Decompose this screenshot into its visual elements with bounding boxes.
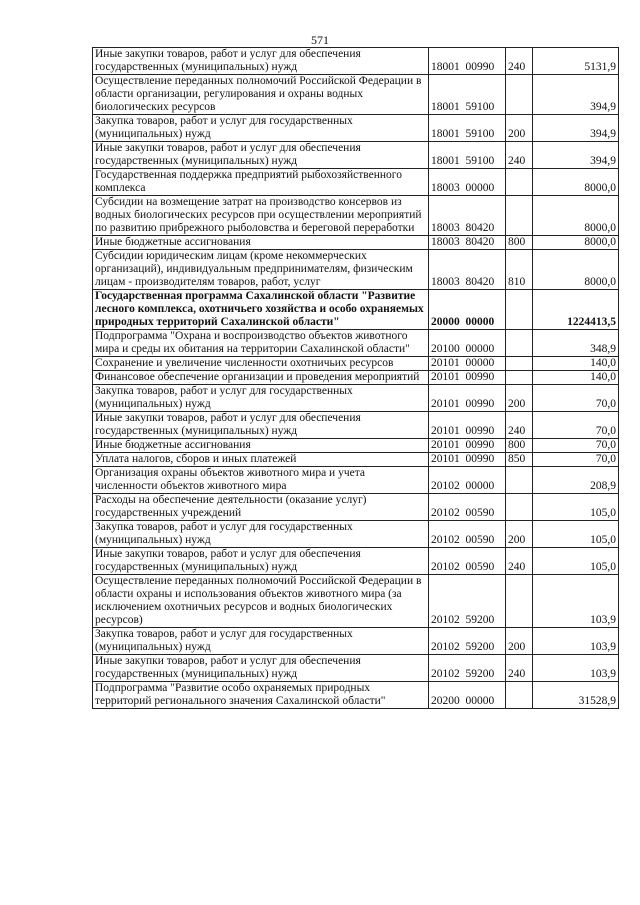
table-row: [93, 48, 619, 75]
row-expense-type-cell: [506, 75, 533, 115]
table-row: [93, 494, 619, 521]
row-name-cell: Иные закупки товаров, работ и услуг для обеспечения государственных (муниципальных) нужд: [93, 142, 429, 169]
row-name-cell: Организация охраны объектов животного мира и учета численности объектов животного мира: [93, 467, 429, 494]
table-row: [93, 548, 619, 575]
row-code-cell: 20100 00000: [429, 330, 506, 357]
row-amount-cell: 8000,0: [533, 250, 619, 290]
row-amount-cell: 31528,9: [533, 682, 619, 709]
row-name-cell: Иные закупки товаров, работ и услуг для обеспечения государственных (муниципальных) нужд: [93, 48, 429, 75]
table-row: [93, 357, 619, 371]
row-amount-cell: 70,0: [533, 385, 619, 412]
row-expense-type-cell: [506, 682, 533, 709]
row-amount-cell: 8000,0: [533, 169, 619, 196]
row-name-cell: Государственная поддержка предприятий рыбохозяйственного комплекса: [93, 169, 429, 196]
row-expense-type-cell: [506, 357, 533, 371]
table-row: [93, 330, 619, 357]
row-name-cell: Закупка товаров, работ и услуг для государственных (муниципальных) нужд: [93, 521, 429, 548]
table-body: [93, 48, 619, 709]
table-row: [93, 655, 619, 682]
row-code-cell: 18001 59100: [429, 142, 506, 169]
row-name-cell: Государственная программа Сахалинской области "Развитие лесного комплекса, охотничьего хозяйства и особо охраняемых природных территорий Сахалинской области": [93, 290, 429, 330]
row-amount-cell: 103,9: [533, 628, 619, 655]
table-row: [93, 250, 619, 290]
row-amount-cell: 8000,0: [533, 236, 619, 250]
table-row: [93, 371, 619, 385]
row-amount-cell: 394,9: [533, 142, 619, 169]
table-row: [93, 196, 619, 236]
table-row: [93, 412, 619, 439]
row-amount-cell: 103,9: [533, 575, 619, 628]
row-name-cell: Субсидии юридическим лицам (кроме некоммерческих организаций), индивидуальным предпринимателям, физическим лицам - производителям товаров, работ, услуг: [93, 250, 429, 290]
table-row: [93, 142, 619, 169]
row-name-cell: Подпрограмма "Развитие особо охраняемых природных территорий регионального значения Сахалинской области": [93, 682, 429, 709]
row-code-cell: 20102 00590: [429, 494, 506, 521]
row-expense-type-cell: 240: [506, 412, 533, 439]
table-row: [93, 115, 619, 142]
row-expense-type-cell: 850: [506, 453, 533, 467]
row-name-cell: Осуществление переданных полномочий Российской Федерации в области охраны и использования объектов животного мира (за исключением охотничьих ресурсов и водных биологических ресурсов): [93, 575, 429, 628]
table-row: [93, 439, 619, 453]
row-code-cell: 20101 00990: [429, 453, 506, 467]
row-code-cell: 20101 00990: [429, 385, 506, 412]
row-name-cell: Иные бюджетные ассигнования: [93, 439, 429, 453]
table-row: [93, 453, 619, 467]
budget-table: [92, 47, 619, 709]
row-expense-type-cell: [506, 371, 533, 385]
row-name-cell: Сохранение и увеличение численности охотничьих ресурсов: [93, 357, 429, 371]
row-amount-cell: 105,0: [533, 494, 619, 521]
row-expense-type-cell: [506, 467, 533, 494]
row-code-cell: 20000 00000: [429, 290, 506, 330]
row-name-cell: Уплата налогов, сборов и иных платежей: [93, 453, 429, 467]
row-expense-type-cell: 200: [506, 521, 533, 548]
row-code-cell: 18001 59100: [429, 75, 506, 115]
row-code-cell: 20101 00990: [429, 439, 506, 453]
row-expense-type-cell: 200: [506, 628, 533, 655]
row-expense-type-cell: 800: [506, 236, 533, 250]
table-row: [93, 385, 619, 412]
row-code-cell: 20102 59200: [429, 575, 506, 628]
row-amount-cell: 140,0: [533, 371, 619, 385]
row-amount-cell: 394,9: [533, 75, 619, 115]
row-code-cell: 20101 00990: [429, 412, 506, 439]
row-name-cell: Иные закупки товаров, работ и услуг для обеспечения государственных (муниципальных) нужд: [93, 412, 429, 439]
table-row: [93, 169, 619, 196]
row-expense-type-cell: [506, 330, 533, 357]
row-amount-cell: 208,9: [533, 467, 619, 494]
row-code-cell: 18003 00000: [429, 169, 506, 196]
row-name-cell: Финансовое обеспечение организации и проведения мероприятий: [93, 371, 429, 385]
row-code-cell: 18003 80420: [429, 236, 506, 250]
row-code-cell: 20102 59200: [429, 655, 506, 682]
table-row: [93, 521, 619, 548]
row-expense-type-cell: 240: [506, 48, 533, 75]
row-amount-cell: 70,0: [533, 412, 619, 439]
table-row: [93, 682, 619, 709]
row-code-cell: 18001 59100: [429, 115, 506, 142]
row-expense-type-cell: 240: [506, 548, 533, 575]
row-amount-cell: 1224413,5: [533, 290, 619, 330]
table-row: [93, 575, 619, 628]
row-amount-cell: 70,0: [533, 439, 619, 453]
row-amount-cell: 348,9: [533, 330, 619, 357]
row-name-cell: Закупка товаров, работ и услуг для государственных (муниципальных) нужд: [93, 385, 429, 412]
table-row: [93, 290, 619, 330]
row-name-cell: Иные закупки товаров, работ и услуг для обеспечения государственных (муниципальных) нужд: [93, 548, 429, 575]
row-name-cell: Закупка товаров, работ и услуг для государственных (муниципальных) нужд: [93, 115, 429, 142]
row-amount-cell: 5131,9: [533, 48, 619, 75]
row-expense-type-cell: 810: [506, 250, 533, 290]
row-code-cell: 20101 00990: [429, 371, 506, 385]
row-code-cell: 18003 80420: [429, 196, 506, 236]
row-name-cell: Закупка товаров, работ и услуг для государственных (муниципальных) нужд: [93, 628, 429, 655]
row-amount-cell: 394,9: [533, 115, 619, 142]
row-code-cell: 20200 00000: [429, 682, 506, 709]
row-code-cell: 20102 00590: [429, 548, 506, 575]
row-expense-type-cell: [506, 169, 533, 196]
row-name-cell: Подпрограмма "Охрана и воспроизводство объектов животного мира и среды их обитания на территории Сахалинской области": [93, 330, 429, 357]
row-expense-type-cell: [506, 575, 533, 628]
row-expense-type-cell: 200: [506, 385, 533, 412]
row-amount-cell: 140,0: [533, 357, 619, 371]
row-amount-cell: 105,0: [533, 548, 619, 575]
row-name-cell: Осуществление переданных полномочий Российской Федерации в области организации, регулирования и охраны водных биологических ресурсов: [93, 75, 429, 115]
table-row: [93, 236, 619, 250]
row-code-cell: 18003 80420: [429, 250, 506, 290]
table-row: [93, 467, 619, 494]
row-amount-cell: 70,0: [533, 453, 619, 467]
row-name-cell: Иные бюджетные ассигнования: [93, 236, 429, 250]
row-code-cell: 20101 00000: [429, 357, 506, 371]
row-code-cell: 20102 00590: [429, 521, 506, 548]
row-amount-cell: 8000,0: [533, 196, 619, 236]
row-code-cell: 20102 59200: [429, 628, 506, 655]
row-name-cell: Иные закупки товаров, работ и услуг для обеспечения государственных (муниципальных) нужд: [93, 655, 429, 682]
row-name-cell: Расходы на обеспечение деятельности (оказание услуг) государственных учреждений: [93, 494, 429, 521]
row-expense-type-cell: [506, 196, 533, 236]
row-code-cell: 18001 00990: [429, 48, 506, 75]
page-number: 571: [311, 33, 329, 47]
row-expense-type-cell: 240: [506, 142, 533, 169]
table-row: [93, 628, 619, 655]
row-expense-type-cell: [506, 290, 533, 330]
row-name-cell: Субсидии на возмещение затрат на производство консервов из водных биологических ресурсов при осуществлении мероприятий по развитию прибрежного рыболовства и береговой переработки: [93, 196, 429, 236]
row-expense-type-cell: 240: [506, 655, 533, 682]
row-amount-cell: 103,9: [533, 655, 619, 682]
row-code-cell: 20102 00000: [429, 467, 506, 494]
row-amount-cell: 105,0: [533, 521, 619, 548]
table-row: [93, 75, 619, 115]
row-expense-type-cell: 200: [506, 115, 533, 142]
row-expense-type-cell: 800: [506, 439, 533, 453]
row-expense-type-cell: [506, 494, 533, 521]
